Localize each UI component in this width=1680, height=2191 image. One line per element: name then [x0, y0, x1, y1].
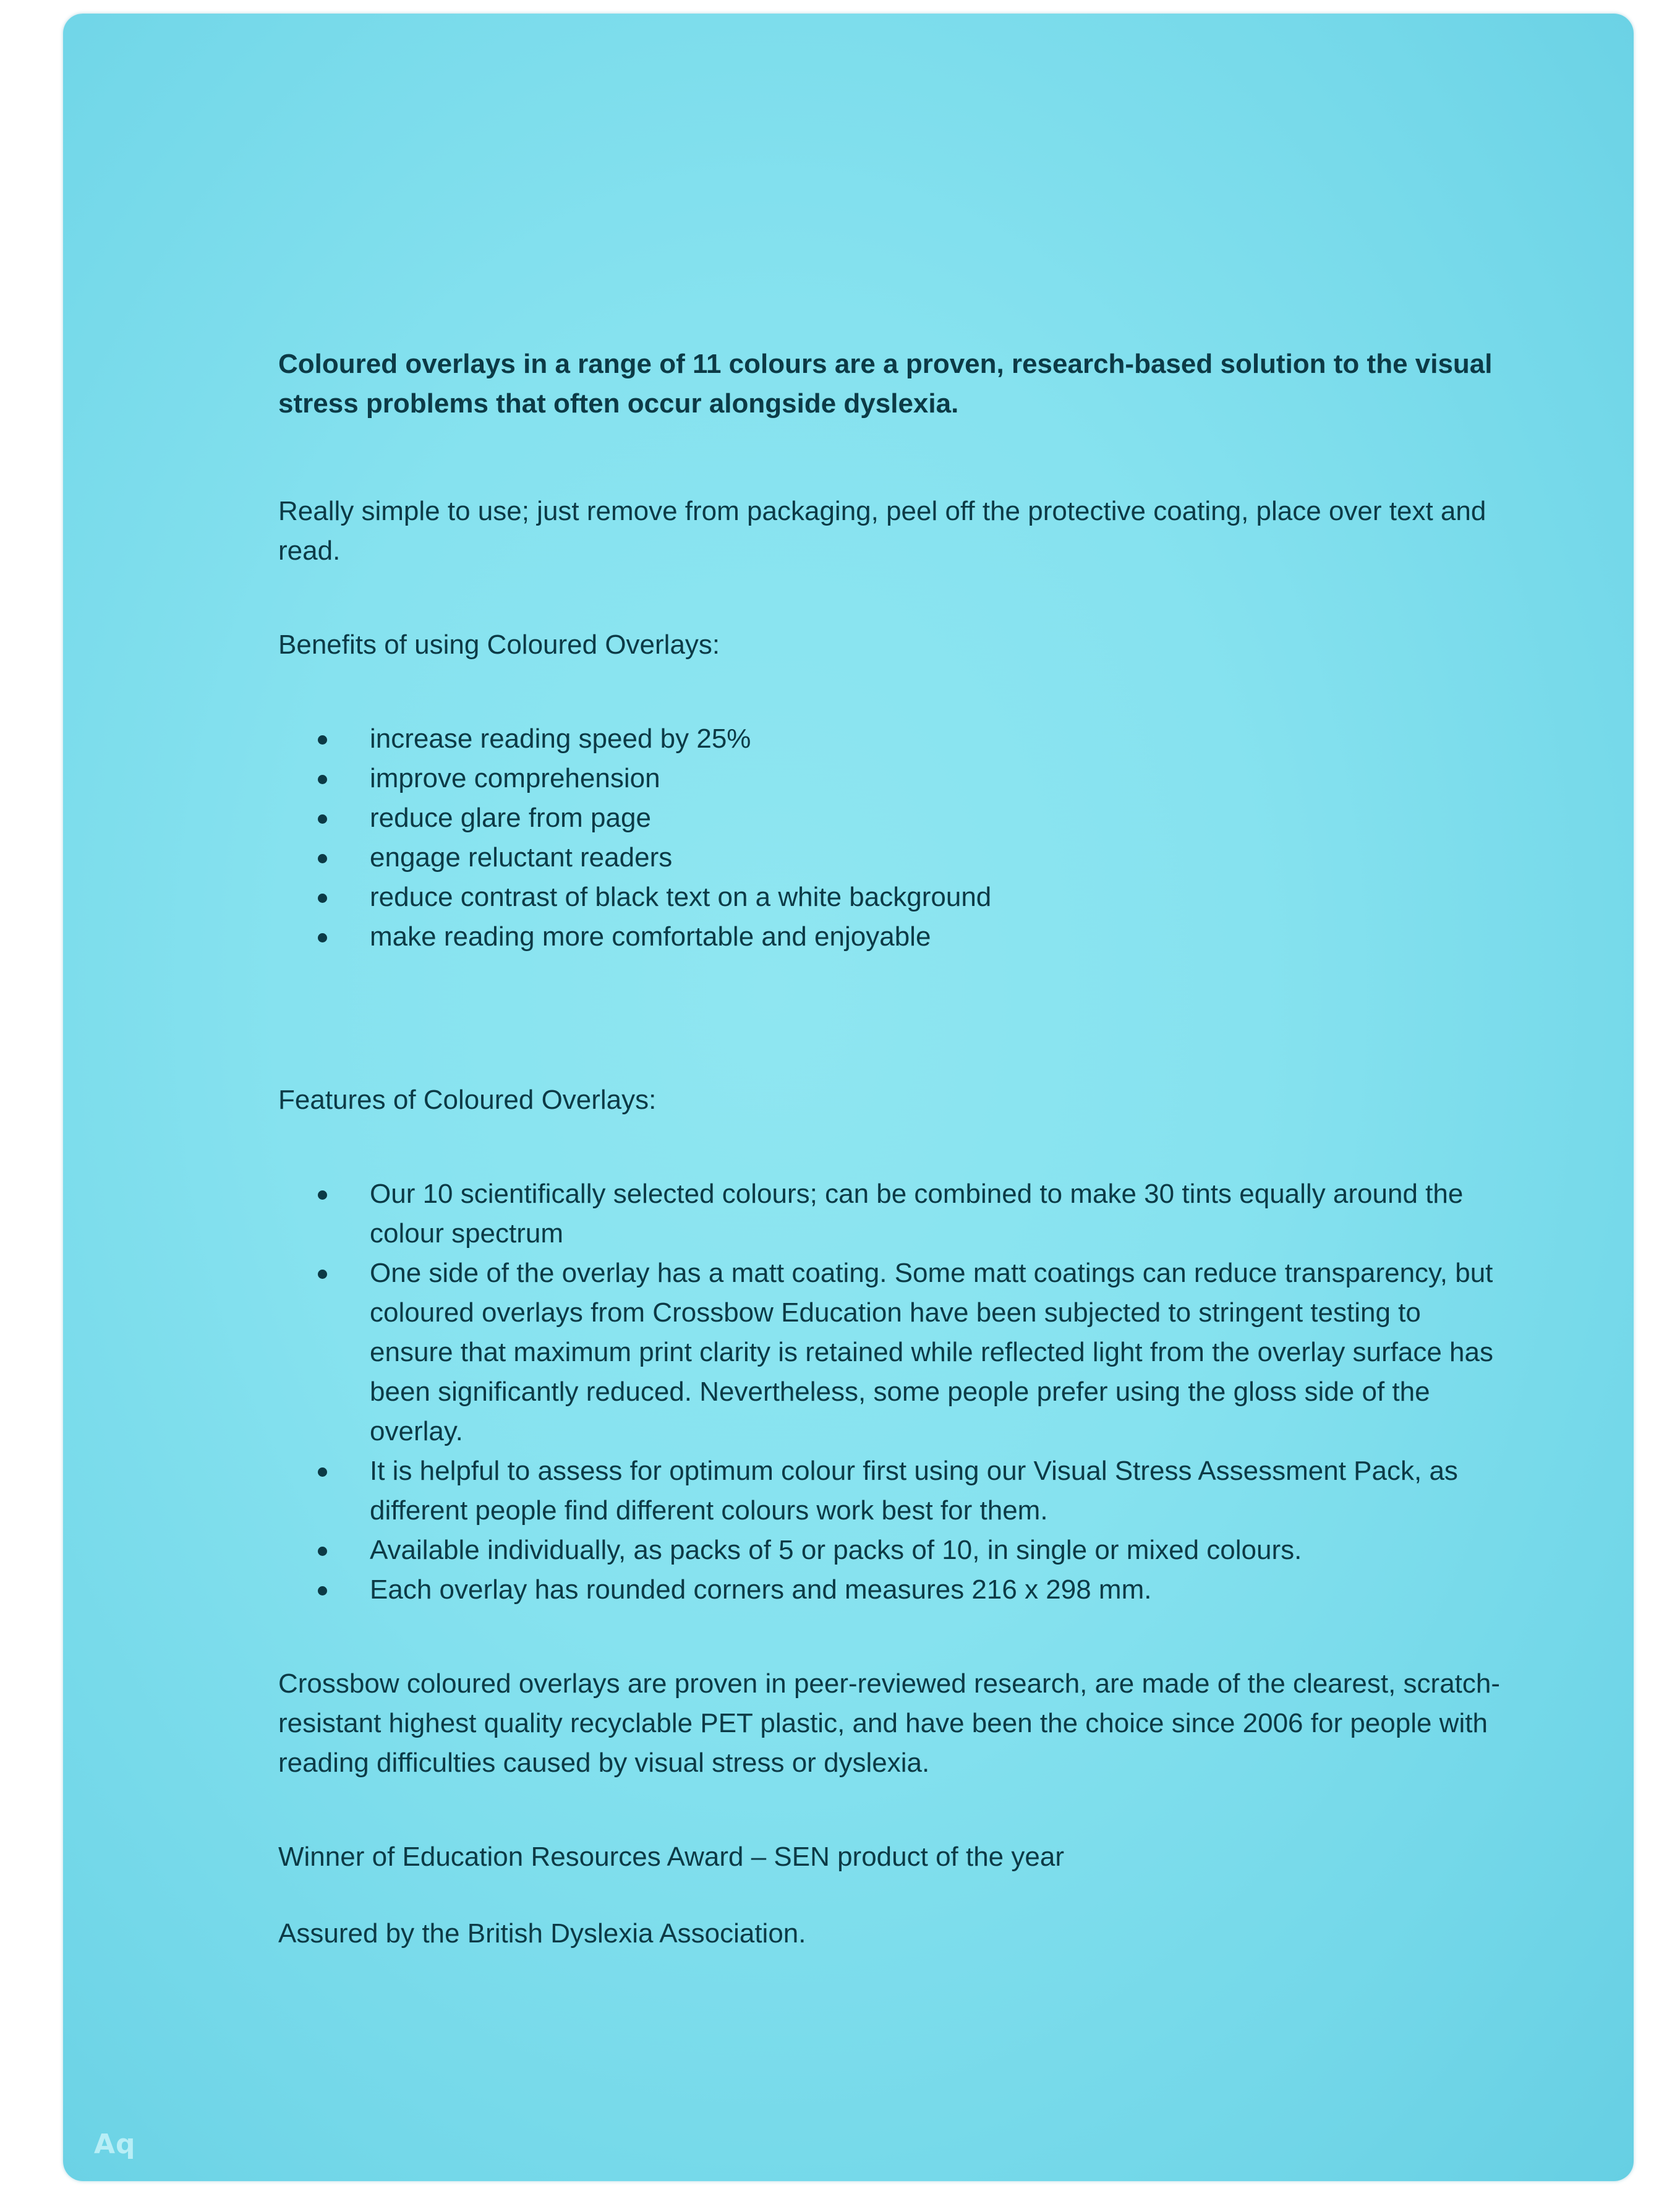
- bullet-icon: [318, 894, 327, 903]
- bullet-icon: [318, 1467, 327, 1477]
- benefit-item: [370, 798, 1503, 838]
- benefit-text: make reading more comfortable and enjoyable: [370, 921, 931, 952]
- benefit-item: [370, 878, 1503, 917]
- bullet-icon: [318, 933, 327, 942]
- feature-item: [370, 1451, 1503, 1531]
- benefit-text: improve comprehension: [370, 763, 660, 793]
- feature-item: [370, 1570, 1503, 1610]
- bullet-icon: [318, 1547, 327, 1556]
- overlay-text-content: [278, 344, 1503, 1954]
- benefits-list: [278, 719, 1503, 957]
- benefit-item: [370, 917, 1503, 957]
- coloured-overlay-sheet: [63, 14, 1634, 2181]
- bullet-icon: [318, 1586, 327, 1595]
- bullet-icon: [318, 854, 327, 863]
- bullet-icon: [318, 1190, 327, 1200]
- feature-item: [370, 1174, 1503, 1254]
- summary-paragraph: Crossbow coloured overlays are proven in peer-reviewed research, are made of the clearest, scratch-resistant highest quality recyclable PET plastic, and have been the choice since 2006 for people with reading difficulties caused by visual stress or dyslexia.: [278, 1668, 1501, 1778]
- benefit-text: reduce contrast of black text on a white background: [370, 882, 992, 912]
- bullet-icon: [318, 814, 327, 824]
- features-list: [278, 1174, 1503, 1610]
- benefit-item: [370, 759, 1503, 798]
- usage-paragraph: Really simple to use; just remove from packaging, peel off the protective coating, place over text and read.: [278, 496, 1486, 566]
- benefit-text: increase reading speed by 25%: [370, 724, 751, 754]
- assured-line: Assured by the British Dyslexia Association.: [278, 1918, 806, 1949]
- feature-text: One side of the overlay has a matt coating. Some matt coatings can reduce transparency, but coloured overlays from Crossbow Education have been subjected to stringent testing to ensure that maximum print clarity is retained while reflected light from the overlay surface has been significantly reduced. Nevertheless, some people prefer using the gloss side of the overlay.: [370, 1258, 1493, 1446]
- feature-text: Our 10 scientifically selected colours; can be combined to make 30 tints equally around the colour spectrum: [370, 1179, 1464, 1249]
- feature-item: [370, 1531, 1503, 1570]
- feature-text: It is helpful to assess for optimum colour first using our Visual Stress Assessment Pack, as different people find different colours work best for them.: [370, 1456, 1458, 1526]
- benefit-text: reduce glare from page: [370, 803, 651, 833]
- benefits-heading: Benefits of using Coloured Overlays:: [278, 630, 720, 660]
- corner-mark: Aq: [94, 2129, 136, 2160]
- bullet-icon: [318, 775, 327, 784]
- award-line: Winner of Education Resources Award – SEN product of the year: [278, 1842, 1064, 1872]
- intro-paragraph: Coloured overlays in a range of 11 colours are a proven, research-based solution to the visual stress problems that often occur alongside dyslexia.: [278, 349, 1493, 419]
- feature-text: Available individually, as packs of 5 or packs of 10, in single or mixed colours.: [370, 1535, 1302, 1565]
- bullet-icon: [318, 735, 327, 745]
- benefit-item: [370, 719, 1503, 759]
- benefit-text: engage reluctant readers: [370, 842, 673, 873]
- feature-item: [370, 1254, 1503, 1451]
- features-heading: Features of Coloured Overlays:: [278, 1085, 657, 1115]
- benefit-item: [370, 838, 1503, 878]
- bullet-icon: [318, 1270, 327, 1279]
- feature-text: Each overlay has rounded corners and measures 216 x 298 mm.: [370, 1574, 1152, 1605]
